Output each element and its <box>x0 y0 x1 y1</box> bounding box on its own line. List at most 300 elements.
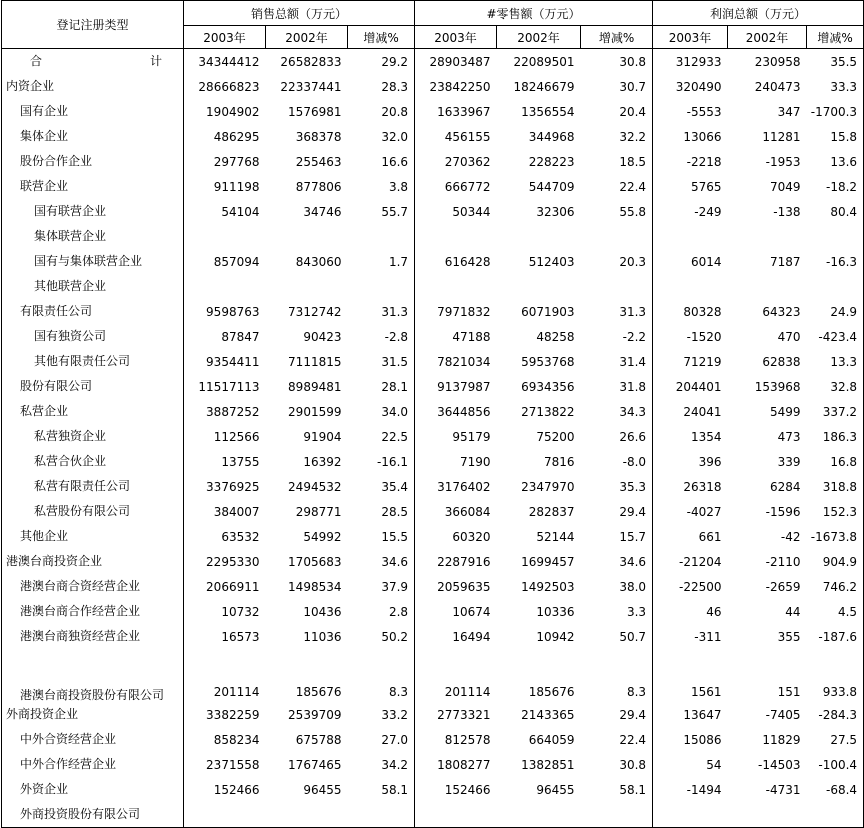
cell-value <box>266 224 348 249</box>
cell-value: 1904902 <box>206 104 260 119</box>
cell-value <box>184 802 266 828</box>
subcol-2003: 2003年 <box>184 26 266 49</box>
cell-value: -2659 <box>765 579 801 594</box>
cell-value: 27.0 <box>348 727 415 752</box>
cell-value: 10336 <box>536 604 575 619</box>
cell-value: 877806 <box>295 179 342 194</box>
cell-value: -249 <box>694 204 722 219</box>
cell-value: 91904 <box>303 429 342 444</box>
cell-value: 87847 <box>221 329 260 344</box>
table-row <box>2 324 864 349</box>
table-row <box>2 299 864 324</box>
cell-value: 23842250 <box>429 79 491 94</box>
cell-value: 1354 <box>690 429 722 444</box>
cell-value: 396 <box>698 454 722 469</box>
cell-value: 48258 <box>536 329 575 344</box>
cell-value: 46 <box>706 604 722 619</box>
cell-value: 18246679 <box>513 79 575 94</box>
cell-value <box>807 274 864 299</box>
cell-value: 2773321 <box>437 707 491 722</box>
cell-value: 6071903 <box>521 304 575 319</box>
cell-value: 270362 <box>444 154 491 169</box>
cell-value: 366084 <box>444 504 491 519</box>
cell-value: 3.8 <box>348 174 415 199</box>
table-row <box>2 474 864 499</box>
cell-value: 355 <box>777 629 801 644</box>
cell-value: 3176402 <box>437 479 491 494</box>
cell-value: 2287916 <box>437 554 491 569</box>
cell-value: 185676 <box>295 685 342 699</box>
cell-value: 2539709 <box>288 707 342 722</box>
cell-value: 15.8 <box>807 124 864 149</box>
cell-value: 20.3 <box>581 249 653 274</box>
subcol-2003: 2003年 <box>653 26 728 49</box>
cell-value: -68.4 <box>807 777 864 802</box>
cell-value: 112566 <box>213 429 260 444</box>
cell-value: 38.0 <box>581 574 653 599</box>
row-label: 其他有限责任公司 <box>2 349 184 374</box>
cell-value: 63532 <box>221 529 260 544</box>
table-row <box>2 399 864 424</box>
cell-value: 34.6 <box>581 549 653 574</box>
cell-value <box>497 802 581 828</box>
cell-value: 28.3 <box>348 74 415 99</box>
cell-value: 9598763 <box>206 304 260 319</box>
table-row <box>2 224 864 249</box>
cell-value: 31.3 <box>348 299 415 324</box>
table-row <box>2 449 864 474</box>
table-row <box>2 649 864 702</box>
cell-value: 26318 <box>683 479 722 494</box>
cell-value: 1767465 <box>288 757 342 772</box>
cell-value: 344968 <box>528 129 575 144</box>
cell-value: -284.3 <box>807 702 864 727</box>
subcol-change: 增减% <box>348 26 415 49</box>
cell-value: 34746 <box>303 204 342 219</box>
column-group-profit: 利润总额（万元） <box>653 1 864 26</box>
row-label: 外商投资股份有限公司 <box>2 802 184 828</box>
row-label: 合 计 <box>2 49 184 75</box>
statistics-table <box>1 0 864 828</box>
cell-value: 7971832 <box>437 304 491 319</box>
cell-value: 904.9 <box>807 549 864 574</box>
cell-value: 28.1 <box>348 374 415 399</box>
cell-value: 28903487 <box>429 54 491 69</box>
subcol-2002: 2002年 <box>266 26 348 49</box>
table-row <box>2 499 864 524</box>
cell-value: 22.5 <box>348 424 415 449</box>
cell-value: 27.5 <box>807 727 864 752</box>
cell-value: 512403 <box>528 254 575 269</box>
cell-value: 30.7 <box>581 74 653 99</box>
row-label: 私营合伙企业 <box>2 449 184 474</box>
cell-value: 7821034 <box>437 354 491 369</box>
cell-value: 7816 <box>543 454 575 469</box>
cell-value: 30.8 <box>581 49 653 75</box>
cell-value: -18.2 <box>807 174 864 199</box>
cell-value: -1953 <box>765 154 801 169</box>
cell-value: 55.8 <box>581 199 653 224</box>
cell-value: -7405 <box>765 707 801 722</box>
table-row <box>2 349 864 374</box>
table-row <box>2 702 864 727</box>
table-row <box>2 599 864 624</box>
cell-value <box>184 224 266 249</box>
cell-value: 35.4 <box>348 474 415 499</box>
cell-value: 11517113 <box>198 379 260 394</box>
cell-value: 7111815 <box>288 354 342 369</box>
cell-value: 37.9 <box>348 574 415 599</box>
cell-value: 5953768 <box>521 354 575 369</box>
cell-value: 8.3 <box>348 649 415 702</box>
cell-value: 152466 <box>213 782 260 797</box>
cell-value: 7312742 <box>288 304 342 319</box>
cell-value: 201114 <box>213 685 260 699</box>
cell-value: 50.7 <box>581 624 653 649</box>
cell-value: 3.3 <box>581 599 653 624</box>
row-label: 其他企业 <box>2 524 184 549</box>
cell-value: 1633967 <box>437 104 491 119</box>
cell-value: 11281 <box>762 129 801 144</box>
row-label: 外商投资企业 <box>2 702 184 727</box>
cell-value: 312933 <box>675 54 722 69</box>
cell-value: 1492503 <box>521 579 575 594</box>
cell-value: -423.4 <box>807 324 864 349</box>
table-row <box>2 199 864 224</box>
cell-value: 2494532 <box>288 479 342 494</box>
cell-value <box>653 802 728 828</box>
cell-value: -1494 <box>686 782 722 797</box>
cell-value: 11036 <box>303 629 342 644</box>
column-group-retail: #零售额（万元） <box>415 1 653 26</box>
cell-value: 230958 <box>754 54 801 69</box>
cell-value <box>653 274 728 299</box>
cell-value: -22500 <box>679 579 722 594</box>
cell-value: 35.3 <box>581 474 653 499</box>
cell-value: 240473 <box>754 79 801 94</box>
cell-value: 18.5 <box>581 149 653 174</box>
cell-value: 24041 <box>683 404 722 419</box>
cell-value: 22.4 <box>581 727 653 752</box>
cell-value: -16.1 <box>348 449 415 474</box>
row-label: 私营独资企业 <box>2 424 184 449</box>
cell-value: 32.2 <box>581 124 653 149</box>
cell-value: 456155 <box>444 129 491 144</box>
cell-value: -311 <box>694 629 722 644</box>
cell-value: 50344 <box>452 204 491 219</box>
row-label: 集体企业 <box>2 124 184 149</box>
row-label: 港澳台商合资经营企业 <box>2 574 184 599</box>
table-row <box>2 149 864 174</box>
cell-value: 152466 <box>444 782 491 797</box>
cell-value: 2371558 <box>206 757 260 772</box>
row-label: 内资企业 <box>2 74 184 99</box>
subcol-change: 增减% <box>807 26 864 49</box>
cell-value: -8.0 <box>581 449 653 474</box>
cell-value: 151 <box>777 685 801 699</box>
cell-value: 16573 <box>221 629 260 644</box>
cell-value: 13647 <box>683 707 722 722</box>
cell-value: 3382259 <box>206 707 260 722</box>
cell-value: 6014 <box>690 254 722 269</box>
table-row <box>2 624 864 649</box>
cell-value: 33.3 <box>807 74 864 99</box>
cell-value <box>348 224 415 249</box>
cell-value: -4027 <box>686 504 722 519</box>
cell-value: 95179 <box>452 429 491 444</box>
cell-value <box>348 274 415 299</box>
table-row <box>2 424 864 449</box>
table-row <box>2 274 864 299</box>
cell-value: 1382851 <box>521 757 575 772</box>
cell-value: 60320 <box>452 529 491 544</box>
table-row <box>2 249 864 274</box>
cell-value: -1596 <box>765 504 801 519</box>
cell-value: -42 <box>780 529 801 544</box>
row-label: 有限责任公司 <box>2 299 184 324</box>
cell-value: 71219 <box>683 354 722 369</box>
cell-value <box>653 224 728 249</box>
cell-value: 96455 <box>536 782 575 797</box>
cell-value: 470 <box>777 329 801 344</box>
table-header <box>2 1 864 49</box>
cell-value: 2059635 <box>437 579 491 594</box>
cell-value <box>581 802 653 828</box>
cell-value <box>497 224 581 249</box>
cell-value: 54992 <box>303 529 342 544</box>
cell-value <box>415 274 497 299</box>
cell-value: 31.4 <box>581 349 653 374</box>
row-label: 港澳台商合作经营企业 <box>2 599 184 624</box>
cell-value <box>728 274 807 299</box>
cell-value: 2901599 <box>288 404 342 419</box>
cell-value: 29.2 <box>348 49 415 75</box>
cell-value: 4.5 <box>807 599 864 624</box>
cell-value: -187.6 <box>807 624 864 649</box>
cell-value <box>581 274 653 299</box>
cell-value: 54104 <box>221 204 260 219</box>
cell-value: 10674 <box>452 604 491 619</box>
cell-value: 11829 <box>762 732 801 747</box>
cell-value: 7049 <box>769 179 801 194</box>
cell-value: 22337441 <box>280 79 342 94</box>
cell-value: 675788 <box>295 732 342 747</box>
cell-value: 16.6 <box>348 149 415 174</box>
cell-value: 31.3 <box>581 299 653 324</box>
cell-value: 1356554 <box>521 104 575 119</box>
cell-value: 1576981 <box>288 104 342 119</box>
cell-value: 26.6 <box>581 424 653 449</box>
cell-value: 47188 <box>452 329 491 344</box>
cell-value: 90423 <box>303 329 342 344</box>
table-row <box>2 374 864 399</box>
cell-value: 24.9 <box>807 299 864 324</box>
cell-value: 8989481 <box>288 379 342 394</box>
cell-value <box>415 224 497 249</box>
cell-value: 2713822 <box>521 404 575 419</box>
table-row <box>2 777 864 802</box>
cell-value: -2218 <box>686 154 722 169</box>
cell-value: 64323 <box>762 304 801 319</box>
cell-value: 33.2 <box>348 702 415 727</box>
cell-value: 80.4 <box>807 199 864 224</box>
cell-value: 2143365 <box>521 707 575 722</box>
row-label: 其他联营企业 <box>2 274 184 299</box>
cell-value: 75200 <box>536 429 575 444</box>
cell-value: 80328 <box>683 304 722 319</box>
cell-value: -14503 <box>758 757 801 772</box>
cell-value: 368378 <box>295 129 342 144</box>
cell-value <box>266 274 348 299</box>
cell-value: 16494 <box>452 629 491 644</box>
cell-value: 55.7 <box>348 199 415 224</box>
cell-value: 1498534 <box>288 579 342 594</box>
cell-value: -1673.8 <box>807 524 864 549</box>
cell-value: 16392 <box>303 454 342 469</box>
table-row <box>2 549 864 574</box>
column-header-type: 登记注册类型 <box>2 1 184 49</box>
cell-value: 13755 <box>221 454 260 469</box>
cell-value: -21204 <box>679 554 722 569</box>
cell-value: 857094 <box>213 254 260 269</box>
table-body <box>2 49 864 828</box>
row-label: 港澳台商独资经营企业 <box>2 624 184 649</box>
cell-value: 843060 <box>295 254 342 269</box>
table-row <box>2 524 864 549</box>
cell-value: 58.1 <box>581 777 653 802</box>
cell-value: 3644856 <box>437 404 491 419</box>
row-label: 私营股份有限公司 <box>2 499 184 524</box>
subcol-2002: 2002年 <box>497 26 581 49</box>
cell-value: 22089501 <box>513 54 575 69</box>
cell-value: 44 <box>785 604 801 619</box>
cell-value: 384007 <box>213 504 260 519</box>
cell-value: 13.6 <box>807 149 864 174</box>
cell-value <box>497 274 581 299</box>
cell-value: -1520 <box>686 329 722 344</box>
cell-value: 282837 <box>528 504 575 519</box>
cell-value: 7187 <box>769 254 801 269</box>
cell-value <box>728 802 807 828</box>
cell-value: 318.8 <box>807 474 864 499</box>
cell-value: 15.5 <box>348 524 415 549</box>
cell-value: 50.2 <box>348 624 415 649</box>
cell-value: 20.8 <box>348 99 415 124</box>
cell-value: 153968 <box>754 379 801 394</box>
table-row <box>2 99 864 124</box>
cell-value: 15086 <box>683 732 722 747</box>
cell-value: 32306 <box>536 204 575 219</box>
cell-value: -2.2 <box>581 324 653 349</box>
cell-value: 9137987 <box>437 379 491 394</box>
row-label: 股份合作企业 <box>2 149 184 174</box>
cell-value: 62838 <box>762 354 801 369</box>
cell-value: 6934356 <box>521 379 575 394</box>
row-label: 港澳台商投资股份有限公司 <box>2 649 184 702</box>
cell-value: 2.8 <box>348 599 415 624</box>
row-label: 中外合作经营企业 <box>2 752 184 777</box>
cell-value: 5765 <box>690 179 722 194</box>
cell-value: 29.4 <box>581 702 653 727</box>
cell-value: 16.8 <box>807 449 864 474</box>
cell-value: 29.4 <box>581 499 653 524</box>
cell-value: 337.2 <box>807 399 864 424</box>
cell-value: 204401 <box>675 379 722 394</box>
cell-value: 1.7 <box>348 249 415 274</box>
cell-value: 298771 <box>295 504 342 519</box>
cell-value <box>415 802 497 828</box>
cell-value: 5499 <box>769 404 801 419</box>
row-label: 联营企业 <box>2 174 184 199</box>
cell-value: -1700.3 <box>807 99 864 124</box>
subcol-2002: 2002年 <box>728 26 807 49</box>
table-row <box>2 124 864 149</box>
cell-value: 31.5 <box>348 349 415 374</box>
cell-value: 32.8 <box>807 374 864 399</box>
row-label: 私营有限责任公司 <box>2 474 184 499</box>
cell-value: 26582833 <box>280 54 342 69</box>
cell-value: 812578 <box>444 732 491 747</box>
table-row <box>2 574 864 599</box>
cell-value: 15.7 <box>581 524 653 549</box>
cell-value: 486295 <box>213 129 260 144</box>
cell-value: 858234 <box>213 732 260 747</box>
cell-value: 473 <box>777 429 801 444</box>
row-label: 国有企业 <box>2 99 184 124</box>
cell-value: 28666823 <box>198 79 260 94</box>
table-row <box>2 174 864 199</box>
cell-value: 28.5 <box>348 499 415 524</box>
cell-value: 10732 <box>221 604 260 619</box>
cell-value: 2066911 <box>206 579 260 594</box>
cell-value: 1705683 <box>288 554 342 569</box>
cell-value: 8.3 <box>581 649 653 702</box>
cell-value: 746.2 <box>807 574 864 599</box>
table-row <box>2 49 864 75</box>
cell-value: 34344412 <box>198 54 260 69</box>
cell-value: 339 <box>777 454 801 469</box>
cell-value <box>581 224 653 249</box>
row-label: 外资企业 <box>2 777 184 802</box>
table-row <box>2 802 864 828</box>
cell-value: 32.0 <box>348 124 415 149</box>
cell-value: 10942 <box>536 629 575 644</box>
cell-value: 185676 <box>528 685 575 699</box>
cell-value: 52144 <box>536 529 575 544</box>
row-label: 港澳台商投资企业 <box>2 549 184 574</box>
cell-value: 22.4 <box>581 174 653 199</box>
cell-value: 13.3 <box>807 349 864 374</box>
cell-value: 35.5 <box>807 49 864 75</box>
row-label: 集体联营企业 <box>2 224 184 249</box>
cell-value <box>184 274 266 299</box>
cell-value: 2295330 <box>206 554 260 569</box>
cell-value: 34.6 <box>348 549 415 574</box>
cell-value: 320490 <box>675 79 722 94</box>
cell-value: -5553 <box>686 104 722 119</box>
cell-value: 34.2 <box>348 752 415 777</box>
cell-value: 34.0 <box>348 399 415 424</box>
cell-value: -2110 <box>765 554 801 569</box>
cell-value: 201114 <box>444 685 491 699</box>
row-label: 国有独资公司 <box>2 324 184 349</box>
cell-value: 933.8 <box>807 649 864 702</box>
cell-value: 616428 <box>444 254 491 269</box>
cell-value: 297768 <box>213 154 260 169</box>
table-row <box>2 74 864 99</box>
cell-value: 2347970 <box>521 479 575 494</box>
cell-value: 228223 <box>528 154 575 169</box>
